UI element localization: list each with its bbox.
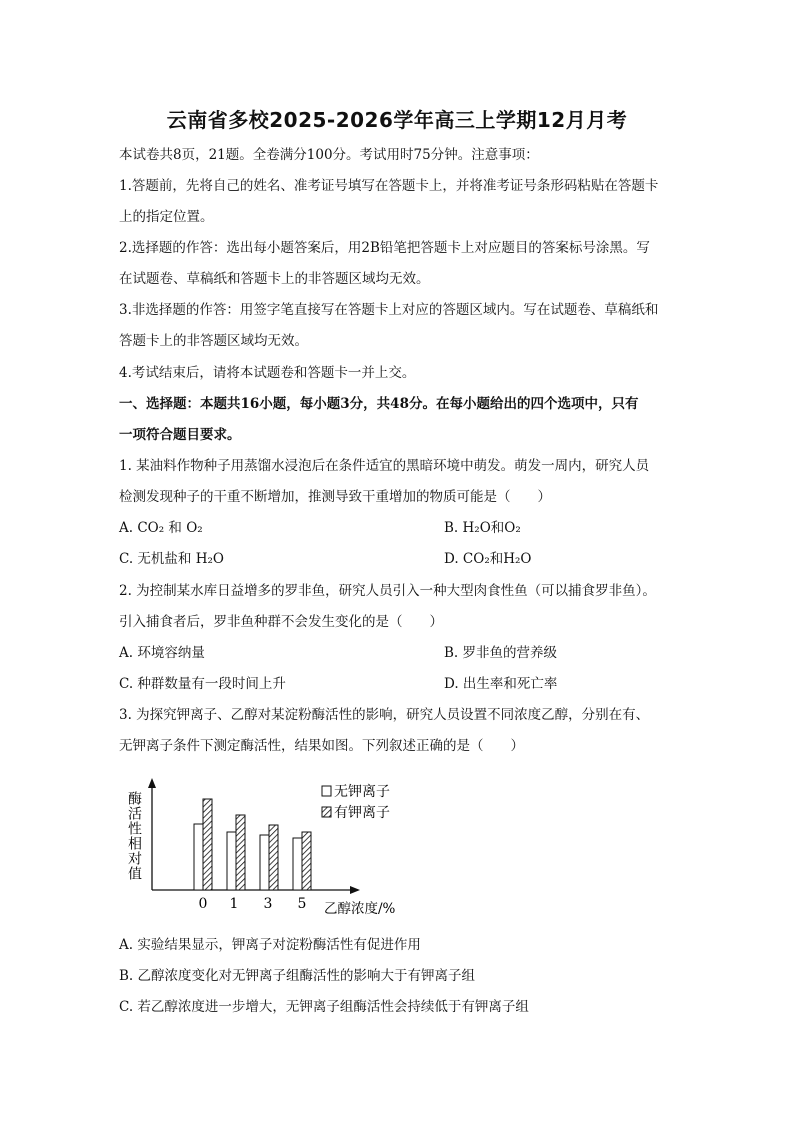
bar-no-k: [194, 824, 203, 890]
x-tick-label: 3: [263, 896, 273, 912]
x-tick-label: 0: [198, 896, 208, 912]
x-axis-arrow: [350, 886, 360, 894]
section-heading: 一、选择题：本题共16小题，每小题3分，共48分。在每小题给出的四个选项中，只有: [119, 396, 639, 412]
note-line: 1.答题前，先将自己的姓名、准考证号填写在答题卡上，并将准考证号条形码粘贴在答题卡: [119, 178, 659, 194]
question-2-stem: 2. 为控制某水库日益增多的罗非鱼，研究人员引入一种大型肉食性鱼（可以捕食罗非鱼）。: [119, 583, 656, 599]
q2-option-a: A. 环境容纳量: [119, 645, 205, 661]
bar-no-k: [260, 835, 269, 890]
x-tick-label: 1: [229, 896, 239, 912]
intro-text: 本试卷共8页，21题。全卷满分100分。考试用时75分钟。注意事项：: [119, 147, 539, 163]
page-title: 云南省多校2025-2026学年高三上学期12月月考: [166, 108, 628, 132]
note-line: 4.考试结束后，请将本试题卷和答题卡一并上交。: [119, 365, 416, 381]
note-line: 2.选择题的作答：选出每小题答案后，用2B铅笔把答题卡上对应题目的答案标号涂黑。写: [119, 240, 650, 256]
bar-with-k: [236, 815, 245, 890]
q1-option-d: D. CO₂和H₂O: [444, 551, 532, 567]
bar-no-k: [293, 838, 302, 890]
x-axis-label: 乙醇浓度/%: [324, 901, 396, 917]
q3-option-c: C. 若乙醇浓度进一步增大，无钾离子组酶活性会持续低于有钾离子组: [119, 999, 529, 1015]
legend-label: 无钾离子: [334, 784, 390, 800]
legend-swatch: [322, 807, 331, 817]
q1-option-a: A. CO₂ 和 O₂: [119, 520, 203, 536]
question-3-stem: 3. 为探究钾离子、乙醇对某淀粉酶活性的影响，研究人员设置不同浓度乙醇，分别在有、: [119, 707, 650, 723]
q2-option-d: D. 出生率和死亡率: [444, 676, 558, 692]
question-2-stem: 引入捕食者后，罗非鱼种群不会发生变化的是（ ）: [119, 614, 443, 630]
q1-option-c: C. 无机盐和 H₂O: [119, 551, 224, 567]
bar-no-k: [227, 832, 236, 890]
note-line: 上的指定位置。: [119, 209, 214, 225]
bar-with-k: [302, 832, 311, 890]
q3-option-b: B. 乙醇浓度变化对无钾离子组酶活性的影响大于有钾离子组: [119, 968, 476, 984]
q2-option-c: C. 种群数量有一段时间上升: [119, 676, 286, 692]
bar-with-k: [269, 825, 278, 890]
bar-with-k: [203, 799, 212, 890]
section-heading: 一项符合题目要求。: [119, 427, 241, 443]
q1-option-b: B. H₂O和O₂: [444, 520, 521, 536]
legend-swatch: [322, 786, 331, 796]
note-line: 答题卡上的非答题区域均无效。: [119, 333, 308, 349]
enzyme-activity-chart: [126, 776, 426, 921]
q2-option-b: B. 罗非鱼的营养级: [444, 645, 558, 661]
y-axis-arrow: [148, 778, 156, 788]
question-1-stem: 1. 某油料作物种子用蒸馏水浸泡后在条件适宜的黑暗环境中萌发。萌发一周内，研究人员: [119, 458, 650, 474]
question-1-stem: 检测发现种子的干重不断增加，推测导致干重增加的物质可能是（ ）: [119, 489, 551, 505]
q3-option-a: A. 实验结果显示，钾离子对淀粉酶活性有促进作用: [119, 937, 421, 953]
y-axis-label: 酶活性相对值: [126, 791, 142, 881]
note-line: 3.非选择题的作答：用签字笔直接写在答题卡上对应的答题区域内。写在试题卷、草稿纸和: [119, 302, 659, 318]
legend-label: 有钾离子: [334, 805, 390, 821]
x-tick-label: 5: [297, 896, 307, 912]
question-3-stem: 无钾离子条件下测定酶活性，结果如图。下列叙述正确的是（ ）: [119, 738, 524, 754]
note-line: 在试题卷、草稿纸和答题卡上的非答题区域均无效。: [119, 271, 430, 287]
